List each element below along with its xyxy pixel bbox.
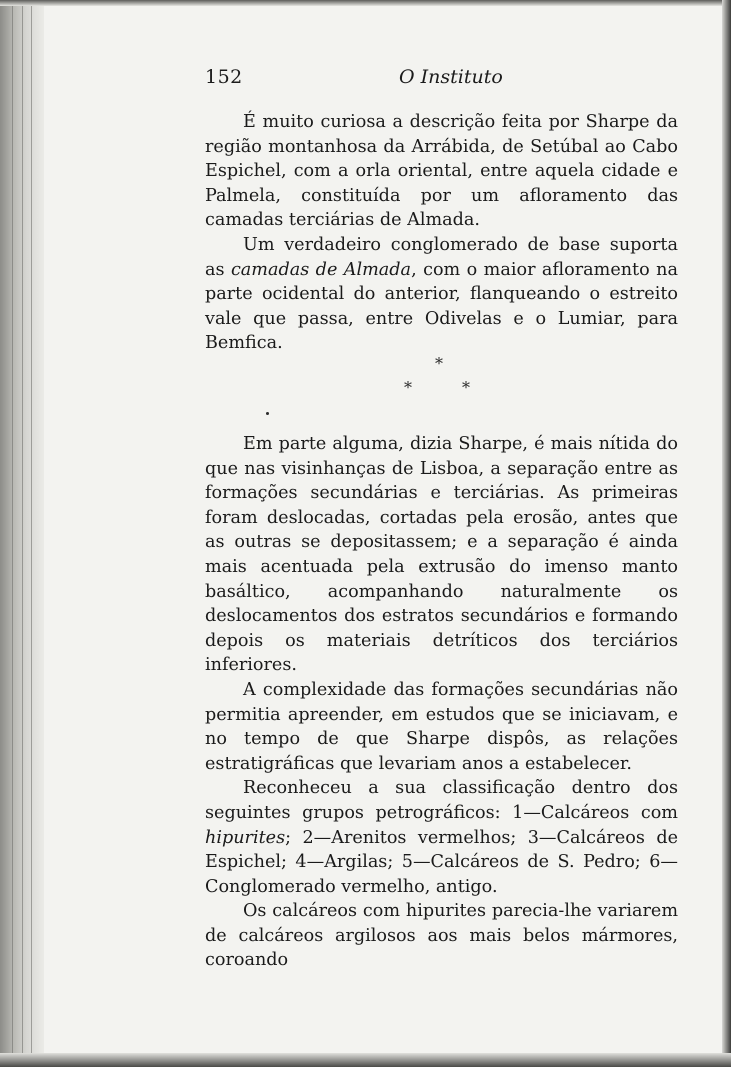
paragraph-text: , com o maior afloramento na parte ocidental do anterior, flanqueando o estreito vale que passa, entre Odivelas e o Lumiar, para Bemfica. (205, 259, 678, 354)
paragraph-arrabida: É muito curiosa a descrição feita por Sharpe da região montanhosa da Arrábida, de Setúbal ao Cabo Espichel, com a orla oriental, entre aquela cidade e Palmela, constituída por um afloramento das camadas terciárias de Almada. (205, 112, 678, 231)
gutter-line (22, 0, 23, 1067)
italic-term: camadas de Almada (230, 259, 412, 280)
gutter-line (31, 0, 32, 1067)
paragraph-text: ; 2—Arenitos vermelhos; 3—Calcáreos de Espichel; 4—Argilas; 5—Calcáreos de S. Pedro; 6—Conglomerado vermelho, antigo. (205, 827, 678, 897)
gutter-line (12, 0, 13, 1067)
paragraph-classificacao (205, 776, 678, 899)
asterisk-left: * (404, 378, 412, 397)
paragraph-complexidade: A complexidade das formações secundárias não permitia apreender, em estudos que se iniciavam, e no tempo de que Sharpe dispôs, as relações estratigráficas que levariam anos a estabelecer. (205, 679, 678, 774)
paragraph-text: Reconheceu a sua classificação dentro dos seguintes grupos petrográficos: 1—Calcáreos com (205, 778, 678, 823)
scan-top-edge (0, 0, 731, 6)
page-number: 152 (205, 66, 243, 88)
scan-bottom-edge (0, 1053, 731, 1067)
paragraph-calcareos: Os calcáreos com hipurites parecia-lhe variarem de calcáreos argilosos aos mais belos mármores, coroando (205, 901, 678, 971)
paragraph-separacao: Em parte alguma, dizia Sharpe, é mais nítida do que nas visinhanças de Lisboa, a separação entre as formações secundárias e terciárias. As primeiras foram deslocadas, cortadas pela erosão, antes que as outras se depositassem; e a separação é ainda mais acentuada pela extrusão do imenso manto basáltico, acompanhando naturalmente os deslocamentos dos estratos secundários e formando depois os materiais detríticos dos terciários inferiores. (205, 434, 678, 676)
running-title: O Instituto (399, 66, 503, 88)
page-header (205, 66, 675, 92)
text-block-lower (205, 432, 678, 973)
scan-right-edge (722, 0, 731, 1067)
text-block-upper (205, 110, 678, 356)
paragraph-text: Um verdadeiro conglomerado de base suporta as (205, 234, 678, 280)
paragraph-conglomerado (205, 233, 678, 356)
asterisk-right: * (462, 378, 470, 397)
italic-term: hipurites (205, 827, 286, 848)
section-asterism (380, 354, 500, 404)
ink-speck (266, 412, 269, 415)
asterisk-top: * (435, 354, 443, 373)
